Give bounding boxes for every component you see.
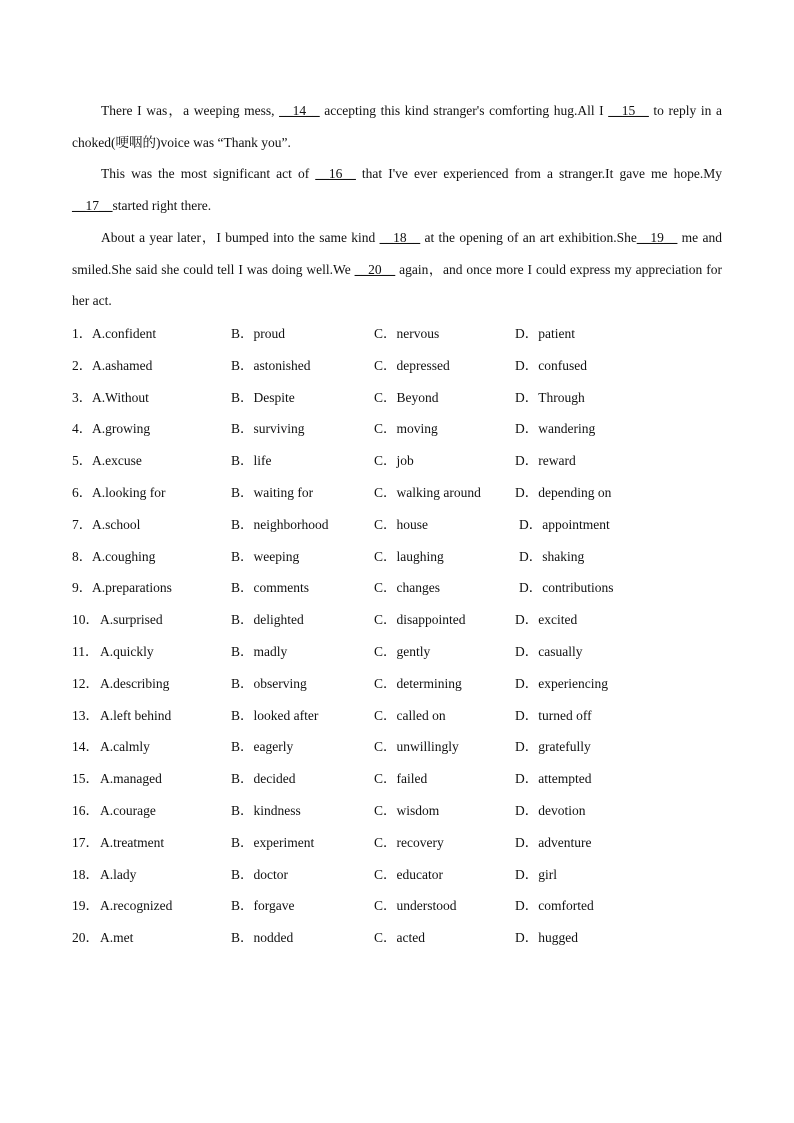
option-d: D．patient bbox=[515, 326, 575, 341]
question-row bbox=[72, 890, 732, 922]
question-number: 5． bbox=[72, 453, 93, 469]
option-b: B．delighted bbox=[231, 612, 304, 628]
option-a: A.recognized bbox=[100, 898, 173, 914]
question-number: 15． bbox=[72, 771, 99, 787]
option-a: A.excuse bbox=[92, 453, 142, 469]
question-number: 11． bbox=[72, 643, 99, 659]
option-a: A.left behind bbox=[100, 707, 172, 723]
option-a: A.quickly bbox=[100, 643, 154, 659]
option-c: C．acted bbox=[374, 930, 425, 946]
option-a: A.treatment bbox=[100, 834, 165, 850]
question-row bbox=[72, 541, 732, 573]
blank-17: __17__ bbox=[72, 197, 113, 213]
option-d: D．depending on bbox=[515, 484, 612, 500]
passage-paragraph-2 bbox=[72, 158, 722, 221]
question-number: 13． bbox=[72, 707, 99, 723]
blank-19: __19__ bbox=[636, 230, 678, 245]
option-d: D．confused bbox=[515, 357, 587, 373]
question-number: 2． bbox=[72, 357, 93, 373]
option-c: C．called on bbox=[374, 707, 446, 723]
option-c: C．house bbox=[374, 516, 428, 532]
option-c: C．educator bbox=[374, 866, 443, 882]
option-d: D．attempted bbox=[515, 771, 592, 787]
option-c: C．recovery bbox=[374, 834, 444, 850]
option-a: A.ashamed bbox=[92, 357, 153, 373]
option-a: A.met bbox=[100, 930, 134, 946]
question-row bbox=[72, 795, 732, 827]
option-c: C．laughing bbox=[374, 548, 444, 564]
question-row bbox=[72, 572, 732, 604]
passage-text: This was the most significant act of bbox=[101, 166, 316, 181]
blank-18: __18__ bbox=[379, 230, 421, 245]
option-a: A.surprised bbox=[100, 612, 163, 628]
option-a: A.confident bbox=[92, 326, 157, 341]
option-a: A.courage bbox=[100, 802, 156, 818]
option-b: B．eagerly bbox=[231, 739, 294, 755]
passage-text: accepting this kind stranger's comforting hug.All I bbox=[319, 103, 609, 118]
option-c: C．disappointed bbox=[374, 612, 466, 628]
question-row bbox=[72, 922, 732, 954]
question-number: 4． bbox=[72, 421, 93, 437]
passage-paragraph-3 bbox=[72, 222, 722, 317]
question-row bbox=[72, 413, 732, 445]
question-number: 3． bbox=[72, 389, 93, 405]
option-c: C．unwillingly bbox=[374, 739, 459, 755]
option-d: D．hugged bbox=[515, 930, 578, 946]
option-a: A.coughing bbox=[92, 548, 156, 564]
option-d: D．Through bbox=[515, 389, 585, 405]
option-b: B．neighborhood bbox=[231, 516, 329, 532]
option-b: B．observing bbox=[231, 675, 307, 691]
option-c: C．Beyond bbox=[374, 389, 439, 405]
option-a: A.calmly bbox=[100, 739, 150, 755]
passage-paragraph-1 bbox=[72, 95, 722, 158]
question-row bbox=[72, 477, 732, 509]
question-row bbox=[72, 350, 732, 382]
option-d: D．comforted bbox=[515, 898, 594, 914]
question-number: 14． bbox=[72, 739, 99, 755]
passage-text: started right there. bbox=[112, 197, 212, 213]
option-c: C．understood bbox=[374, 898, 457, 914]
option-a: A.looking for bbox=[92, 484, 166, 500]
blank-14: __14__ bbox=[279, 103, 320, 118]
option-b: B．kindness bbox=[231, 802, 301, 818]
option-b: B．nodded bbox=[231, 930, 294, 946]
option-a: A.preparations bbox=[92, 580, 172, 596]
option-d: D．reward bbox=[515, 453, 576, 469]
option-a: A.Without bbox=[92, 389, 149, 405]
question-number: 1． bbox=[72, 326, 93, 341]
question-row bbox=[72, 700, 732, 732]
option-d: D．wandering bbox=[515, 421, 596, 437]
question-row bbox=[72, 763, 732, 795]
blank-15: __15__ bbox=[608, 103, 649, 118]
option-b: B．proud bbox=[231, 326, 285, 341]
question-number: 7． bbox=[72, 516, 93, 532]
question-number: 8． bbox=[72, 548, 93, 564]
passage-text: again，and once more I could express my appreciation for her act. bbox=[72, 261, 722, 308]
blank-16: __16__ bbox=[315, 166, 356, 181]
option-c: C．depressed bbox=[374, 357, 450, 373]
option-c: C．nervous bbox=[374, 326, 440, 341]
question-row bbox=[72, 668, 732, 700]
option-d: D．shaking bbox=[519, 548, 585, 564]
answer-options-list bbox=[72, 318, 732, 954]
option-c: C．wisdom bbox=[374, 802, 440, 818]
option-c: C．moving bbox=[374, 421, 438, 437]
option-d: D．gratefully bbox=[515, 739, 591, 755]
option-b: B．comments bbox=[231, 580, 309, 596]
option-d: D．contributions bbox=[519, 580, 614, 596]
question-row bbox=[72, 827, 732, 859]
option-d: D．casually bbox=[515, 643, 583, 659]
option-b: B．weeping bbox=[231, 548, 300, 564]
question-number: 10． bbox=[72, 612, 99, 628]
option-b: B．Despite bbox=[231, 389, 295, 405]
passage-text: About a year later，I bumped into the same kind bbox=[101, 230, 380, 245]
question-number: 17． bbox=[72, 834, 99, 850]
passage-text: to reply in a choked(哽咽的)voice was “Thank you”. bbox=[72, 103, 722, 150]
question-number: 9． bbox=[72, 580, 93, 596]
passage-text: at the opening of an art exhibition.She bbox=[420, 230, 637, 245]
question-row bbox=[72, 859, 732, 891]
question-row bbox=[72, 445, 732, 477]
option-a: A.school bbox=[92, 516, 141, 532]
option-d: D．appointment bbox=[519, 516, 610, 532]
option-d: D．turned off bbox=[515, 707, 592, 723]
question-row bbox=[72, 604, 732, 636]
question-row bbox=[72, 318, 732, 350]
option-c: C．determining bbox=[374, 675, 462, 691]
option-d: D．devotion bbox=[515, 802, 586, 818]
option-b: B．surviving bbox=[231, 421, 305, 437]
option-b: B．doctor bbox=[231, 866, 288, 882]
option-d: D．experiencing bbox=[515, 675, 608, 691]
option-b: B．looked after bbox=[231, 707, 319, 723]
question-number: 12． bbox=[72, 675, 99, 691]
option-a: A.managed bbox=[100, 771, 162, 787]
passage-text: me and smiled.She said she could tell I was doing well.We bbox=[72, 230, 722, 277]
question-number: 19． bbox=[72, 898, 99, 914]
option-b: B．life bbox=[231, 453, 272, 469]
option-b: B．decided bbox=[231, 771, 296, 787]
option-d: D．girl bbox=[515, 866, 557, 882]
option-c: C．job bbox=[374, 453, 414, 469]
option-c: C．gently bbox=[374, 643, 431, 659]
question-row bbox=[72, 382, 732, 414]
passage-text: There I was，a weeping mess, bbox=[101, 103, 280, 118]
passage-text: that I've ever experienced from a stranger.It gave me hope.My bbox=[355, 166, 722, 181]
option-b: B．forgave bbox=[231, 898, 295, 914]
option-a: A.describing bbox=[100, 675, 170, 691]
option-a: A.growing bbox=[92, 421, 151, 437]
question-number: 16． bbox=[72, 802, 99, 818]
question-number: 18． bbox=[72, 866, 99, 882]
option-b: B．waiting for bbox=[231, 484, 314, 500]
option-c: C．failed bbox=[374, 771, 428, 787]
question-row bbox=[72, 636, 732, 668]
option-b: B．experiment bbox=[231, 834, 315, 850]
question-number: 6． bbox=[72, 484, 93, 500]
option-b: B．madly bbox=[231, 643, 288, 659]
option-b: B．astonished bbox=[231, 357, 311, 373]
question-row bbox=[72, 509, 732, 541]
blank-20: __20__ bbox=[354, 261, 396, 277]
option-a: A.lady bbox=[100, 866, 137, 882]
question-number: 20． bbox=[72, 930, 99, 946]
question-row bbox=[72, 731, 732, 763]
option-c: C．changes bbox=[374, 580, 440, 596]
option-d: D．adventure bbox=[515, 834, 592, 850]
option-c: C．walking around bbox=[374, 484, 481, 500]
option-d: D．excited bbox=[515, 612, 578, 628]
